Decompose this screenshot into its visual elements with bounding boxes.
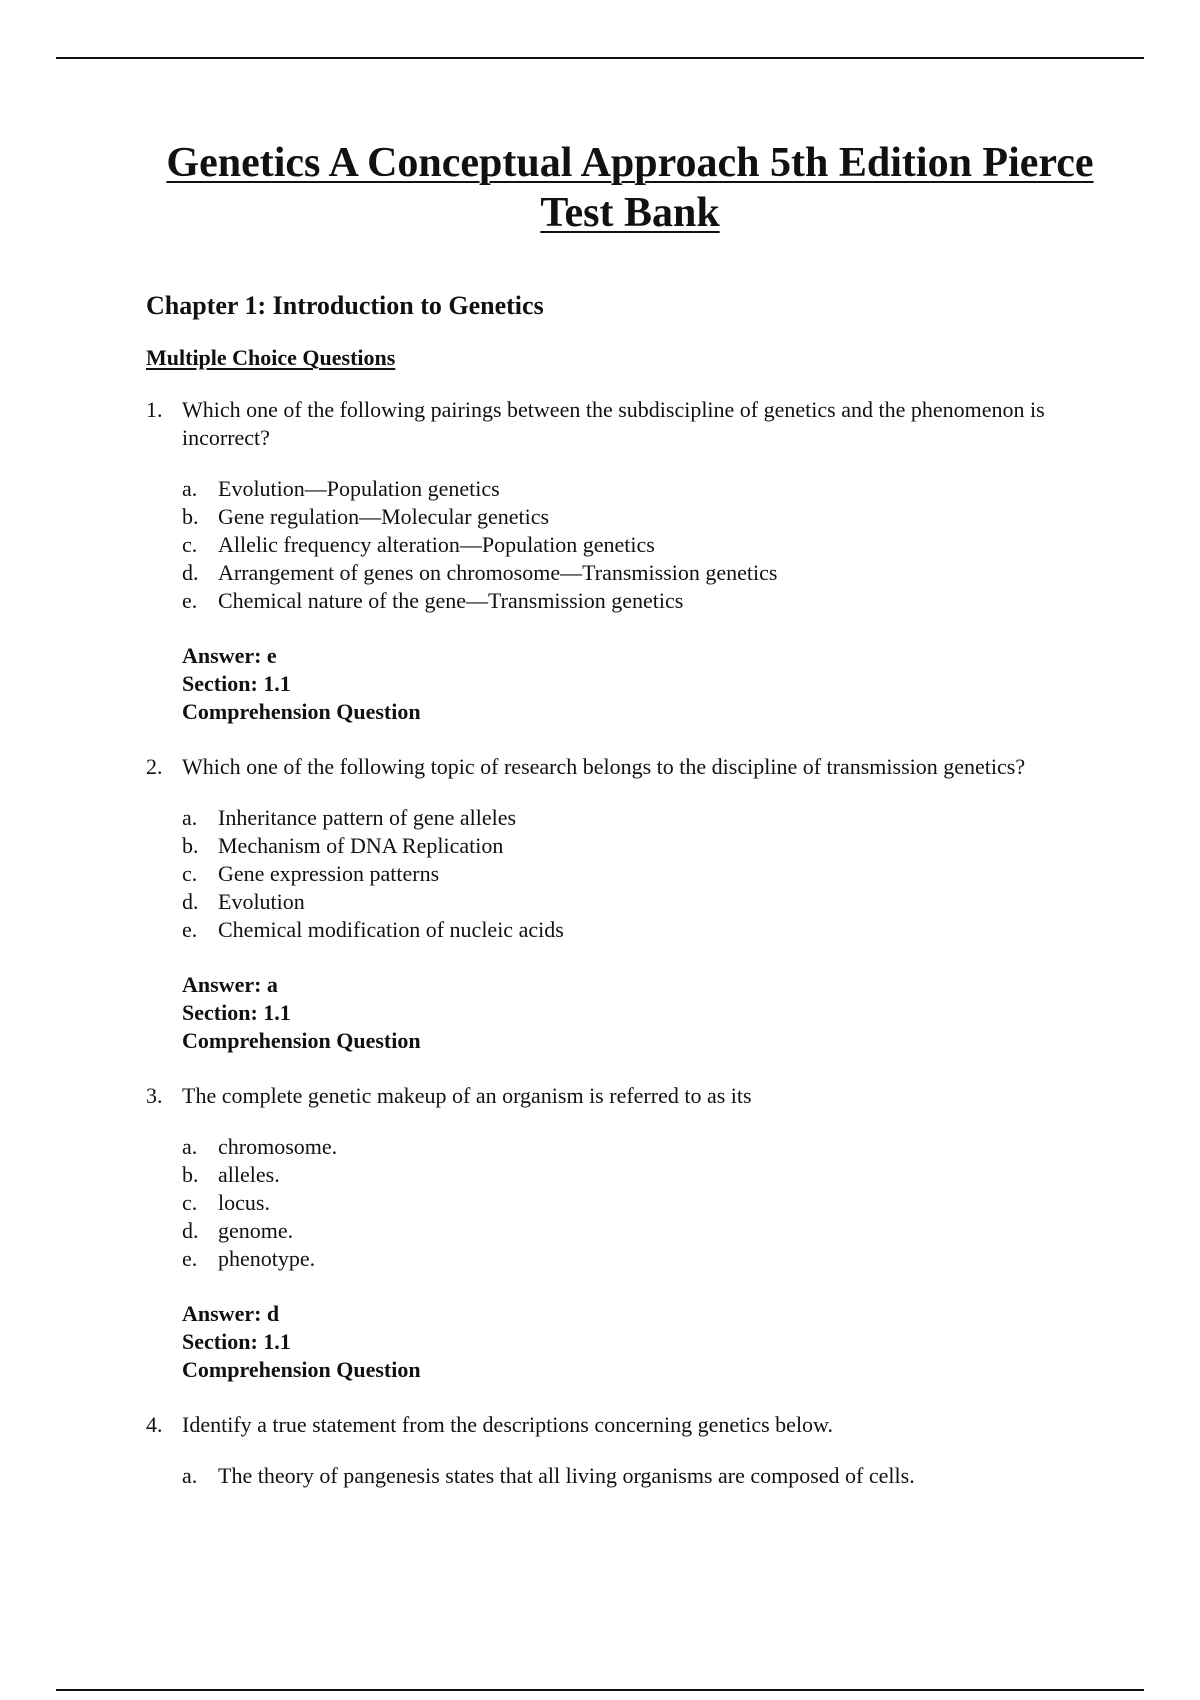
option-letter: d.	[182, 889, 199, 914]
option-text: Gene expression patterns	[218, 861, 440, 886]
option-letter: a.	[182, 476, 198, 501]
option-text: phenotype.	[218, 1246, 316, 1271]
option-text: Evolution	[218, 889, 305, 914]
option-e	[182, 916, 1086, 944]
document-title	[130, 138, 1130, 238]
question-type-label: Comprehension Question	[182, 1028, 421, 1053]
option-text: Gene regulation—Molecular genetics	[218, 504, 550, 529]
question-text: Which one of the following topic of research belongs to the discipline of transmission genetics?	[182, 754, 1026, 779]
option-text: Chemical nature of the gene—Transmission genetics	[218, 588, 684, 613]
option-text: locus.	[218, 1190, 270, 1215]
option-a	[182, 475, 1086, 503]
document-body	[146, 290, 1086, 1517]
option-text: Allelic frequency alteration—Population genetics	[218, 532, 655, 557]
option-letter: d.	[182, 560, 199, 585]
question-number: 4.	[146, 1412, 163, 1437]
option-a	[182, 1462, 1086, 1490]
option-text: genome.	[218, 1218, 294, 1243]
question-2	[146, 753, 1086, 781]
question-2-options	[182, 804, 1086, 944]
section-heading: Multiple Choice Questions	[146, 345, 396, 370]
option-e	[182, 1245, 1086, 1273]
question-1	[146, 396, 1086, 452]
option-letter: a.	[182, 1463, 198, 1488]
question-type-label: Comprehension Question	[182, 699, 421, 724]
question-number: 2.	[146, 754, 163, 779]
question-3-options	[182, 1133, 1086, 1273]
option-text: Arrangement of genes on chromosome—Transmission genetics	[218, 560, 778, 585]
option-b	[182, 832, 1086, 860]
option-letter: d.	[182, 1218, 199, 1243]
option-letter: b.	[182, 833, 199, 858]
title-line-1: Genetics A Conceptual Approach 5th Edition Pierce	[166, 140, 1094, 186]
option-d	[182, 1217, 1086, 1245]
section-label: Section: 1.1	[182, 671, 291, 696]
option-text: Chemical modification of nucleic acids	[218, 917, 564, 942]
question-4-options	[182, 1462, 1086, 1490]
option-letter: a.	[182, 1134, 198, 1159]
option-letter: b.	[182, 504, 199, 529]
option-text: Evolution—Population genetics	[218, 476, 500, 501]
chapter-heading: Chapter 1: Introduction to Genetics	[146, 291, 544, 320]
option-letter: e.	[182, 917, 198, 942]
top-rule	[56, 57, 1144, 59]
question-text: The complete genetic makeup of an organism is referred to as its	[182, 1083, 752, 1108]
answer-label: Answer: a	[182, 972, 278, 997]
question-text: Which one of the following pairings between the subdiscipline of genetics and the phenomenon is incorrect?	[182, 397, 1045, 450]
bottom-rule	[56, 1689, 1144, 1691]
title-line-2: Test Bank	[540, 190, 720, 236]
option-text: chromosome.	[218, 1134, 338, 1159]
option-text: Mechanism of DNA Replication	[218, 833, 504, 858]
option-text: Inheritance pattern of gene alleles	[218, 805, 517, 830]
question-3-meta	[182, 1300, 1086, 1384]
option-b	[182, 503, 1086, 531]
option-d	[182, 888, 1086, 916]
option-letter: e.	[182, 588, 198, 613]
option-letter: c.	[182, 1190, 198, 1215]
option-a	[182, 804, 1086, 832]
question-type-label: Comprehension Question	[182, 1357, 421, 1382]
question-3	[146, 1082, 1086, 1110]
option-text: alleles.	[218, 1162, 280, 1187]
option-a	[182, 1133, 1086, 1161]
option-letter: c.	[182, 861, 198, 886]
option-c	[182, 531, 1086, 559]
question-number: 1.	[146, 397, 163, 422]
question-4	[146, 1411, 1086, 1439]
answer-label: Answer: d	[182, 1301, 280, 1326]
option-c	[182, 860, 1086, 888]
section-label: Section: 1.1	[182, 1000, 291, 1025]
option-text: The theory of pangenesis states that all living organisms are composed of cells.	[218, 1463, 915, 1488]
option-letter: e.	[182, 1246, 198, 1271]
option-letter: b.	[182, 1162, 199, 1187]
option-letter: a.	[182, 805, 198, 830]
option-e	[182, 587, 1086, 615]
answer-label: Answer: e	[182, 643, 277, 668]
section-label: Section: 1.1	[182, 1329, 291, 1354]
option-letter: c.	[182, 532, 198, 557]
question-1-meta	[182, 642, 1086, 726]
question-1-options	[182, 475, 1086, 615]
option-b	[182, 1161, 1086, 1189]
option-d	[182, 559, 1086, 587]
option-c	[182, 1189, 1086, 1217]
question-2-meta	[182, 971, 1086, 1055]
question-text: Identify a true statement from the descriptions concerning genetics below.	[182, 1412, 834, 1437]
question-number: 3.	[146, 1083, 163, 1108]
